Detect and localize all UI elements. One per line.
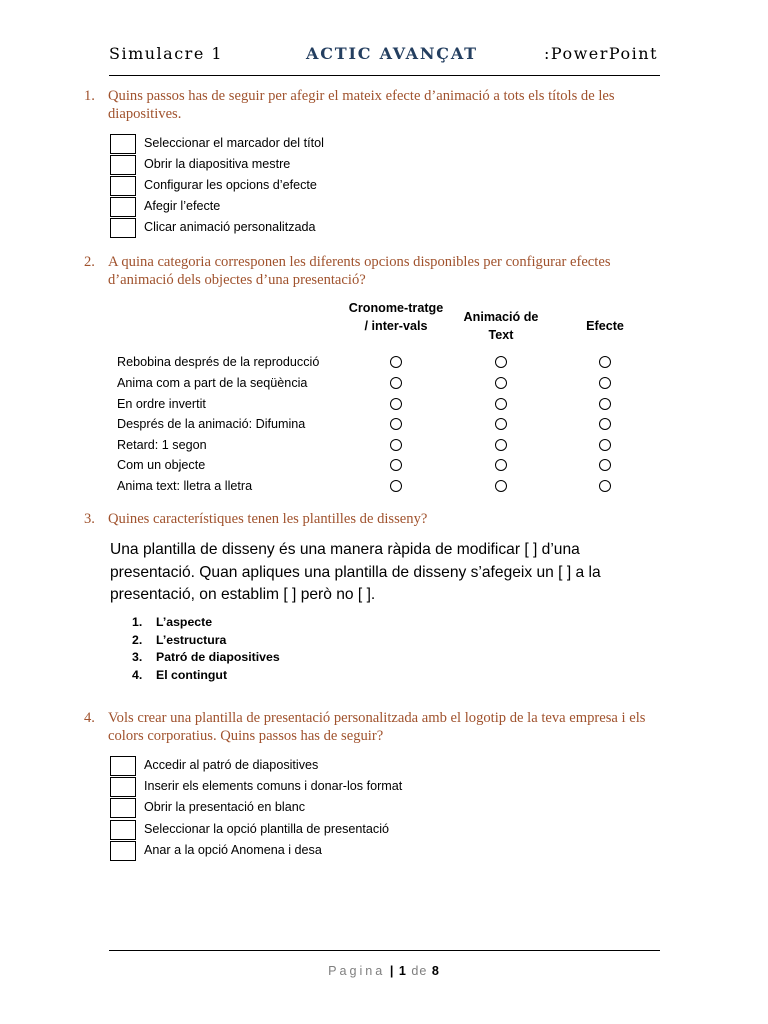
q4-option-5[interactable] [110, 841, 610, 862]
checkbox[interactable] [110, 820, 136, 840]
radio-button[interactable] [495, 480, 507, 492]
question-4-text: Vols crear una plantilla de presentació personalitzada amb el logotip de la teva empresa i els colors corporatius. Quins passos has de seguir? [108, 710, 646, 744]
q1-option-5[interactable] [110, 218, 610, 239]
option-label: Seleccionar el marcador del títol [144, 136, 324, 150]
matrix-row-label: Rebobina després de la reproducció [117, 355, 320, 369]
radio-button[interactable] [599, 480, 611, 492]
option-label: Configurar les opcions d’efecte [144, 178, 317, 192]
checkbox[interactable] [110, 798, 136, 818]
option-label: Clicar animació personalitzada [144, 220, 316, 234]
question-1-number: 1. [84, 88, 95, 104]
radio-button[interactable] [599, 377, 611, 389]
question-4-number: 4. [84, 710, 95, 726]
option-label: Afegir l’efecte [144, 199, 221, 213]
footer-page-word: Pagina [328, 964, 386, 978]
radio-button[interactable] [495, 439, 507, 451]
header-rule [109, 75, 660, 76]
radio-button[interactable] [495, 377, 507, 389]
checkbox[interactable] [110, 777, 136, 797]
page-footer [0, 964, 768, 978]
radio-button[interactable] [390, 356, 402, 368]
q1-option-4[interactable] [110, 197, 610, 218]
footer-rule [109, 950, 660, 951]
radio-button[interactable] [390, 459, 402, 471]
footer-total-pages: 8 [431, 964, 440, 978]
matrix-column-text-animation: Animació de Text [463, 310, 539, 342]
radio-button[interactable] [599, 439, 611, 451]
radio-button[interactable] [390, 418, 402, 430]
header-right-title: :PowerPoint [543, 44, 658, 63]
q4-option-3[interactable] [110, 798, 610, 819]
question-2-text: A quina categoria corresponen les diferents opcions disponibles per configurar efectes d’animació dels objectes d’una presentació? [108, 254, 611, 288]
radio-button[interactable] [495, 459, 507, 471]
radio-button[interactable] [599, 459, 611, 471]
checkbox[interactable] [110, 218, 136, 238]
checkbox[interactable] [110, 134, 136, 154]
radio-button[interactable] [495, 398, 507, 410]
q3-answer-list [132, 615, 280, 685]
q1-option-2[interactable] [110, 155, 610, 176]
footer-of-word: de [411, 964, 428, 978]
radio-button[interactable] [599, 398, 611, 410]
checkbox[interactable] [110, 155, 136, 175]
list-item: 4. El contingut [132, 667, 228, 682]
radio-button[interactable] [390, 439, 402, 451]
matrix-row-label: En ordre invertit [117, 397, 206, 411]
radio-button[interactable] [390, 377, 402, 389]
matrix-row-label: Anima text: lletra a lletra [117, 479, 253, 493]
footer-current-page: 1 [398, 964, 407, 978]
header-left-title: Simulacre 1 [109, 44, 224, 63]
footer-separator: | [389, 964, 395, 978]
q4-option-2[interactable] [110, 777, 610, 798]
option-label: Accedir al patró de diapositives [144, 758, 319, 772]
header-center-title: ACTIC AVANÇAT [306, 44, 478, 63]
radio-button[interactable] [599, 356, 611, 368]
option-label: Inserir els elements comuns i donar-los format [144, 779, 403, 793]
question-3-number: 3. [84, 511, 95, 527]
matrix-column-timing: Cronome-tratge / inter-vals [348, 301, 444, 333]
option-label: Obrir la presentació en blanc [144, 800, 306, 814]
option-label: Seleccionar la opció plantilla de presentació [144, 822, 390, 836]
checkbox[interactable] [110, 841, 136, 861]
matrix-row-label: Després de la animació: Difumina [117, 417, 306, 431]
question-3-text: Quines característiques tenen les plantilles de disseny? [108, 511, 428, 527]
q4-option-1[interactable] [110, 756, 610, 777]
list-item: 2. L’estructura [132, 632, 227, 647]
option-label: Anar a la opció Anomena i desa [144, 843, 322, 857]
checkbox[interactable] [110, 197, 136, 217]
question-2-number: 2. [84, 254, 95, 270]
matrix-row-label: Anima com a part de la seqüència [117, 376, 308, 390]
q3-fill-paragraph: Una plantilla de disseny és una manera ràpida de modificar [ ] d’una presentació. Quan apliques una plantilla de disseny s’afegeix un [ ] a la presentació, on establim [ ] però no [ ]. [110, 541, 601, 603]
matrix-row-label: Retard: 1 segon [117, 438, 207, 452]
option-label: Obrir la diapositiva mestre [144, 157, 291, 171]
radio-button[interactable] [599, 418, 611, 430]
radio-button[interactable] [495, 356, 507, 368]
radio-button[interactable] [390, 480, 402, 492]
checkbox[interactable] [110, 756, 136, 776]
list-item: 1. L’aspecte [132, 615, 213, 629]
q1-option-1[interactable] [110, 134, 610, 155]
matrix-row-label: Com un objecte [117, 458, 206, 472]
question-1-text: Quins passos has de seguir per afegir el mateix efecte d’animació a tots els títols de les diapositives. [108, 88, 615, 122]
radio-button[interactable] [390, 398, 402, 410]
matrix-column-effect: Efecte [586, 319, 624, 333]
list-item: 3. Patró de diapositives [132, 650, 280, 664]
checkbox[interactable] [110, 176, 136, 196]
q4-option-4[interactable] [110, 820, 610, 841]
radio-button[interactable] [495, 418, 507, 430]
q1-option-3[interactable] [110, 176, 610, 197]
